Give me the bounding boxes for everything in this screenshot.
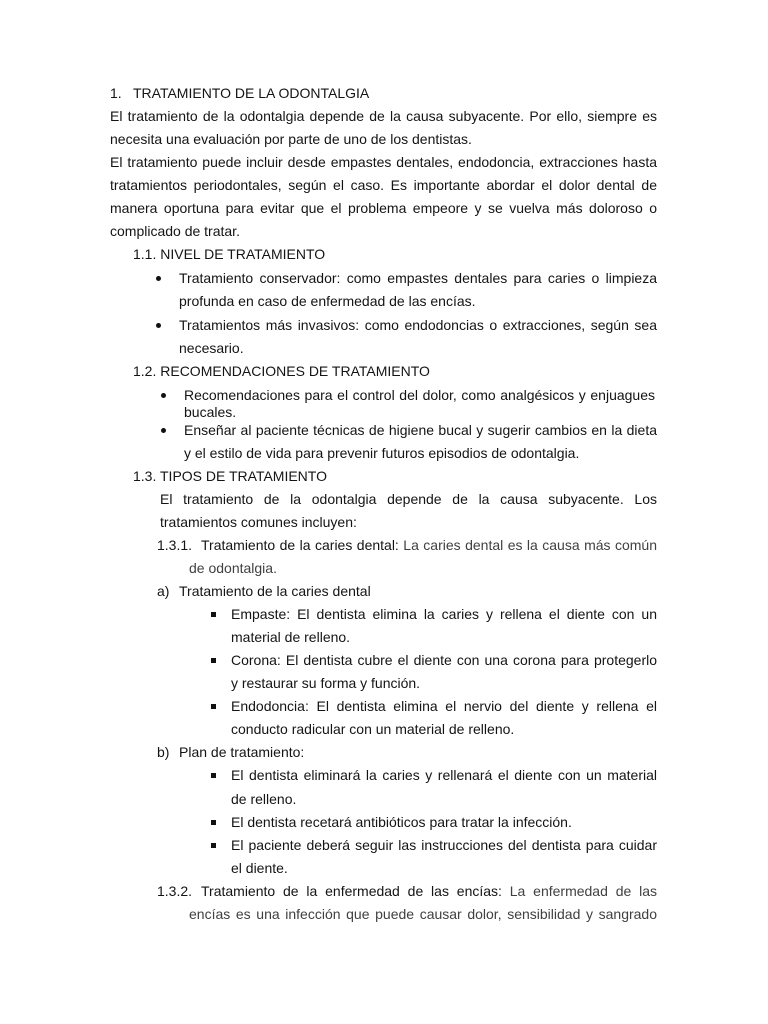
list-item-line: profunda en caso de enfermedad de las encías.: [179, 293, 476, 309]
list-item-line: Tratamientos más invasivos: como endodoncias o extracciones, según sea: [179, 317, 657, 333]
list-item-line: Recomendaciones para el control del dolor, como analgésicos y enjuagues: [184, 387, 655, 403]
list-item-line: necesario.: [179, 340, 244, 356]
bullet-icon: [161, 428, 166, 433]
list-marker: a): [157, 583, 170, 599]
list-marker: b): [157, 744, 170, 760]
paragraph-line: tratamientos periodontales, según el caso. Es importante abordar el dolor dental de: [110, 177, 657, 193]
sub-subsection-description: de odontalgia.: [189, 560, 277, 576]
list-item-line: material de relleno.: [231, 629, 351, 645]
subsection-title: RECOMENDACIONES DE TRATAMIENTO: [160, 363, 430, 379]
section-title: TRATAMIENTO DE LA ODONTALGIA: [133, 85, 370, 101]
square-bullet-icon: [211, 843, 216, 848]
square-bullet-icon: [211, 658, 216, 663]
list-item-line: Empaste: El dentista elimina la caries y rellena el diente con un: [231, 606, 657, 622]
bullet-icon: [156, 276, 161, 281]
sub-subsection-description: La caries dental es la causa más común: [403, 537, 657, 553]
paragraph-line: El tratamiento de la odontalgia depende de la causa subyacente. Los: [160, 491, 657, 507]
subsection-title: NIVEL DE TRATAMIENTO: [160, 246, 326, 262]
list-item-line: Endodoncia: El dentista elimina el nervio del diente y rellena el: [231, 698, 657, 714]
section-number: 1.: [110, 85, 122, 101]
sub-subsection-line: [201, 536, 657, 554]
subsection-number: 1.2.: [133, 363, 157, 379]
list-item-line: El dentista recetará antibióticos para tratar la infección.: [231, 814, 572, 830]
subsection-title: TIPOS DE TRATAMIENTO: [160, 468, 327, 484]
subsection-heading-text: [133, 362, 430, 380]
sub-subsection-number: 1.3.2.: [157, 883, 193, 899]
subsection-number: 1.1.: [133, 246, 157, 262]
list-item-line: El dentista eliminará la caries y rellenará el diente con un material: [231, 767, 657, 783]
list-item-line: de relleno.: [231, 791, 297, 807]
paragraph-line: manera oportuna para evitar que el problema empeore y se vuelva más doloroso o: [110, 200, 657, 216]
sub-subsection-description: La enfermedad de las: [509, 883, 658, 899]
square-bullet-icon: [211, 704, 216, 709]
list-item-line: Tratamiento conservador: como empastes dentales para caries o limpieza: [179, 270, 657, 286]
subsection-heading-text: [133, 245, 325, 263]
paragraph-line: El tratamiento de la odontalgia depende de la causa subyacente. Por ello, siempre es: [110, 108, 657, 124]
lettered-item-title: Tratamiento de la caries dental: [179, 583, 371, 599]
list-item-line: conducto radicular con un material de relleno.: [231, 721, 515, 737]
subsection-heading-text: [133, 467, 327, 485]
paragraph-line: El tratamiento puede incluir desde empastes dentales, endodoncia, extracciones hasta: [110, 154, 657, 170]
paragraph-line: necesita una evaluación por parte de uno de los dentistas.: [110, 131, 472, 147]
list-item-line: Enseñar al paciente técnicas de higiene bucal y sugerir cambios en la dieta: [184, 422, 657, 438]
sub-subsection-title: Tratamiento de la enfermedad de las encías:: [201, 883, 502, 899]
list-item-line: y restaurar su forma y función.: [231, 675, 421, 691]
sub-subsection-title: Tratamiento de la caries dental:: [201, 537, 399, 553]
list-item-line: el diente.: [231, 860, 288, 876]
paragraph-line: tratamientos comunes incluyen:: [160, 514, 357, 530]
bullet-icon: [161, 393, 166, 398]
list-item-line: bucales.: [184, 404, 237, 420]
sub-subsection-description: encías es una infección que puede causar dolor, sensibilidad y sangrado: [189, 906, 657, 922]
list-item-line: Corona: El dentista cubre el diente con una corona para protegerlo: [231, 652, 657, 668]
sub-subsection-number: 1.3.1.: [157, 537, 193, 553]
square-bullet-icon: [211, 612, 216, 617]
list-item-line: El paciente deberá seguir las instrucciones del dentista para cuidar: [231, 837, 657, 853]
list-item-line: y el estilo de vida para prevenir futuros episodios de odontalgia.: [184, 445, 580, 461]
subsection-number: 1.3.: [133, 468, 157, 484]
paragraph-line: complicado de tratar.: [110, 223, 240, 239]
lettered-item-title: Plan de tratamiento:: [179, 744, 305, 760]
sub-subsection-line: [201, 882, 657, 900]
square-bullet-icon: [211, 773, 216, 778]
square-bullet-icon: [211, 820, 216, 825]
bullet-icon: [156, 323, 161, 328]
